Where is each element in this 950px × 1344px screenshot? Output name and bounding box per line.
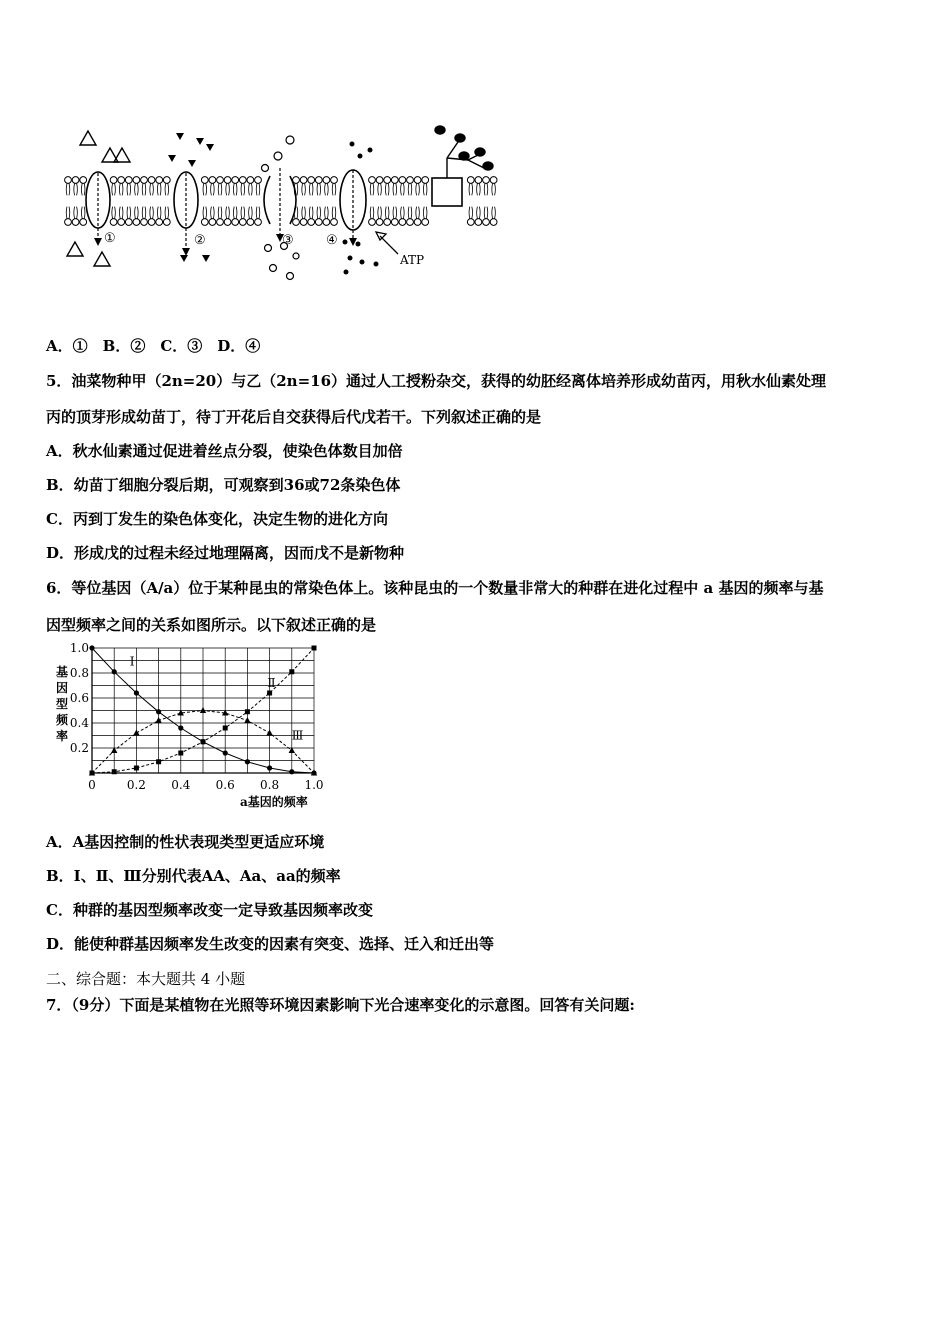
data-point — [244, 717, 250, 723]
data-point — [267, 691, 272, 696]
phospholipid-head — [110, 177, 117, 184]
phospholipid-head — [407, 219, 414, 226]
sugar-chain — [435, 126, 493, 178]
phospholipid-tail — [233, 183, 237, 195]
phospholipid-head — [239, 219, 246, 226]
series-label: Ⅱ — [267, 675, 276, 690]
atp-label: ATP — [400, 253, 425, 267]
phospholipid-tail — [74, 183, 78, 195]
atp-arrow — [380, 236, 398, 254]
phospholipid-tail — [203, 207, 207, 219]
phospholipid-tail — [165, 183, 169, 195]
data-point — [134, 690, 139, 695]
phospholipid-head — [483, 219, 490, 226]
atp-arrow-head — [376, 232, 386, 240]
phospholipid-tail — [302, 207, 306, 219]
phospholipid-tail — [249, 207, 253, 219]
phospholipid-head — [133, 177, 140, 184]
q6-stem-line2: 因型频率之间的关系如图所示。以下叙述正确的是 — [46, 616, 377, 634]
phospholipid-head — [315, 219, 322, 226]
phospholipid-head — [80, 219, 87, 226]
phospholipid-tail — [241, 183, 245, 195]
phospholipid-tail — [401, 207, 405, 219]
phospholipid-tail — [477, 183, 481, 195]
phospholipid-head — [247, 177, 254, 184]
y-tick-label: 0.6 — [69, 691, 89, 705]
chart-ylabel — [56, 664, 69, 743]
q7-stem: 7．（9分）下面是某植物在光照等环境因素影响下光合速率变化的示意图。回答有关问题: — [46, 996, 635, 1014]
phospholipid-tail — [150, 183, 154, 195]
x-tick-label: 0.2 — [126, 778, 146, 792]
phospholipid-tail — [385, 207, 389, 219]
phospholipid-tail — [309, 183, 313, 195]
q5-option-b: B．幼苗丁细胞分裂后期，可观察到36或72条染色体 — [46, 476, 401, 494]
phospholipid-tail — [256, 207, 260, 219]
data-point — [178, 725, 183, 730]
phospholipid-head — [133, 219, 140, 226]
data-point — [156, 759, 161, 764]
phospholipid-head — [125, 177, 132, 184]
glycoprotein-receptor — [432, 178, 462, 206]
phospholipid-head — [148, 177, 155, 184]
phospholipid-tail — [416, 207, 420, 219]
q6-option-a: A．A基因控制的性状表现类型更适应环境 — [46, 833, 325, 851]
phospholipid-head — [490, 177, 497, 184]
data-point — [289, 669, 294, 674]
data-point — [289, 769, 294, 774]
data-point — [201, 739, 206, 744]
small-circle-molecules — [262, 136, 300, 280]
phospholipid-head — [300, 219, 307, 226]
phospholipid-head — [308, 219, 315, 226]
phospholipid-tail — [385, 183, 389, 195]
phospholipid-head — [65, 219, 72, 226]
phospholipid-tail — [135, 183, 139, 195]
phospholipid-tail — [211, 183, 215, 195]
phospholipid-head — [239, 177, 246, 184]
phospholipid-head — [300, 177, 307, 184]
chart-ylabel-char: 基 — [56, 665, 69, 679]
phospholipid-tail — [81, 207, 85, 219]
phospholipid-head — [201, 177, 208, 184]
phospholipid-tail — [218, 183, 222, 195]
genotype-frequency-chart — [44, 640, 334, 815]
phospholipid-tail — [309, 207, 313, 219]
channel-label-1: ① — [104, 231, 116, 246]
x-tick-label: 0.8 — [260, 778, 280, 792]
phospholipid-tail — [112, 207, 116, 219]
phospholipid-head — [255, 219, 262, 226]
phospholipid-tail — [332, 207, 336, 219]
phospholipid-head — [201, 219, 208, 226]
phospholipid-head — [331, 177, 338, 184]
data-point — [312, 646, 317, 651]
phospholipid-tail — [423, 183, 427, 195]
phospholipid-head — [315, 177, 322, 184]
phospholipid-tail — [66, 183, 70, 195]
phospholipid-head — [467, 177, 474, 184]
data-point — [267, 765, 272, 770]
phospholipid-head — [255, 177, 262, 184]
q6-stem-line1: 6．等位基因（A/a）位于某种昆虫的常染色体上。该种昆虫的一个数量非常大的种群在进化过程中 a 基因的频率与基 — [46, 579, 824, 597]
chart-ylabel-char: 因 — [56, 681, 69, 695]
phospholipid-head — [399, 219, 406, 226]
phospholipid-tail — [492, 183, 496, 195]
channel-label-4: ④ — [326, 233, 338, 248]
q5-option-c: C．丙到丁发生的染色体变化，决定生物的进化方向 — [46, 510, 388, 528]
phospholipid-tail — [119, 207, 123, 219]
chart-ylabel-char: 频 — [56, 713, 69, 727]
phospholipid-head — [163, 177, 170, 184]
data-point — [245, 709, 250, 714]
phospholipid-head — [232, 177, 239, 184]
x-tick-label: 1.0 — [304, 778, 324, 792]
q4-options: A．① B．② C．③ D．④ — [46, 337, 261, 355]
phospholipid-head — [467, 219, 474, 226]
phospholipid-head — [118, 177, 125, 184]
phospholipid-tail — [157, 183, 161, 195]
phospholipid-head — [475, 177, 482, 184]
chart-ylabel-char: 率 — [56, 729, 69, 743]
phospholipid-head — [156, 219, 163, 226]
data-point — [134, 766, 139, 771]
phospholipid-tail — [127, 183, 131, 195]
phospholipid-head — [422, 177, 429, 184]
phospholipid-tail — [484, 183, 488, 195]
phospholipid-tail — [370, 183, 374, 195]
phospholipid-tail — [393, 183, 397, 195]
phospholipid-tail — [408, 207, 412, 219]
phospholipid-head — [224, 219, 231, 226]
phospholipid-tail — [469, 207, 473, 219]
y-tick-label: 1.0 — [69, 641, 89, 655]
phospholipid-tail — [317, 183, 321, 195]
phospholipid-tail — [378, 207, 382, 219]
phospholipid-tail — [302, 183, 306, 195]
x-tick-label: 0 — [88, 778, 96, 792]
phospholipid-tail — [81, 183, 85, 195]
phospholipid-head — [209, 219, 216, 226]
data-point — [178, 751, 183, 756]
phospholipid-head — [475, 219, 482, 226]
phospholipid-head — [323, 219, 330, 226]
phospholipid-tail — [157, 207, 161, 219]
phospholipid-head — [483, 177, 490, 184]
phospholipid-head — [217, 219, 224, 226]
data-point — [156, 709, 161, 714]
phospholipid-tail — [416, 183, 420, 195]
x-tick-label: 0.4 — [171, 778, 191, 792]
phospholipid-tail — [135, 207, 139, 219]
data-point — [112, 669, 117, 674]
phospholipid-tail — [378, 183, 382, 195]
phospholipid-head — [323, 177, 330, 184]
phospholipid-head — [141, 177, 148, 184]
phospholipid-tail — [477, 207, 481, 219]
phospholipid-head — [80, 177, 87, 184]
q5-option-d: D．形成戊的过程未经过地理隔离，因而戊不是新物种 — [46, 544, 405, 562]
phospholipid-tail — [393, 207, 397, 219]
phospholipid-tail — [249, 183, 253, 195]
phospholipid-head — [376, 177, 383, 184]
data-point — [200, 707, 206, 713]
data-point — [133, 730, 139, 736]
phospholipid-tail — [211, 207, 215, 219]
phospholipid-head — [217, 177, 224, 184]
phospholipid-head — [414, 219, 421, 226]
phospholipid-tail — [492, 207, 496, 219]
phospholipid-head — [391, 177, 398, 184]
data-point — [89, 645, 94, 650]
data-point — [223, 726, 228, 731]
arrow-heads — [94, 234, 357, 256]
chart-ylabel-char: 型 — [56, 697, 69, 711]
phospholipid-tail — [66, 207, 70, 219]
q5-stem-line2: 丙的顶芽形成幼苗丁，待丁开花后自交获得后代戊若干。下列叙述正确的是 — [46, 408, 542, 426]
phospholipid-tail — [165, 207, 169, 219]
phospholipid-head — [399, 177, 406, 184]
phospholipid-head — [422, 219, 429, 226]
phospholipid-tail — [401, 183, 405, 195]
phospholipid-head — [331, 219, 338, 226]
phospholipid-head — [125, 219, 132, 226]
phospholipid-tail — [142, 207, 146, 219]
phospholipid-tail — [226, 207, 230, 219]
phospholipid-tail — [423, 207, 427, 219]
phospholipid-tail — [241, 207, 245, 219]
phospholipid-head — [376, 219, 383, 226]
phospholipid-tail — [325, 207, 329, 219]
phospholipid-head — [384, 219, 391, 226]
section-heading: 二、综合题：本大题共 4 小题 — [46, 970, 246, 988]
y-tick-label: 0.8 — [69, 666, 89, 680]
phospholipid-tail — [370, 207, 374, 219]
phospholipid-head — [384, 177, 391, 184]
phospholipid-head — [407, 177, 414, 184]
phospholipid-head — [209, 177, 216, 184]
phospholipid-head — [293, 219, 300, 226]
y-tick-label: 0.2 — [69, 741, 89, 755]
phospholipid-head — [247, 219, 254, 226]
phospholipid-tail — [317, 207, 321, 219]
phospholipid-head — [148, 219, 155, 226]
phospholipid-tail — [218, 207, 222, 219]
y-tick-label: 0.4 — [69, 716, 89, 730]
q6-option-d: D．能使种群基因频率发生改变的因素有突变、选择、迁入和迁出等 — [46, 935, 495, 953]
phospholipid-head — [72, 219, 79, 226]
phospholipid-tail — [408, 183, 412, 195]
phospholipid-head — [163, 219, 170, 226]
phospholipid-head — [72, 177, 79, 184]
phospholipid-head — [293, 177, 300, 184]
phospholipid-tail — [325, 183, 329, 195]
phospholipid-head — [156, 177, 163, 184]
phospholipid-tail — [112, 183, 116, 195]
phospholipid-head — [490, 219, 497, 226]
channel-label-2: ② — [194, 233, 206, 248]
data-point — [112, 769, 117, 774]
phospholipid-tail — [203, 183, 207, 195]
phospholipid-head — [141, 219, 148, 226]
phospholipid-head — [369, 219, 376, 226]
phospholipid-head — [369, 177, 376, 184]
phospholipid-head — [391, 219, 398, 226]
phospholipid-tail — [484, 207, 488, 219]
phospholipid-tail — [233, 207, 237, 219]
phospholipid-head — [232, 219, 239, 226]
chart-xlabel: a基因的频率 — [240, 795, 308, 809]
channel-label-3: ③ — [282, 233, 294, 248]
series-label: Ⅰ — [129, 654, 135, 669]
x-tick-label: 0.6 — [215, 778, 235, 792]
phospholipid-tail — [469, 183, 473, 195]
series-label: Ⅲ — [291, 728, 304, 743]
chart-ticks — [70, 641, 324, 792]
data-point — [245, 759, 250, 764]
phospholipid-tail — [127, 207, 131, 219]
q6-option-c: C．种群的基因型频率改变一定导致基因频率改变 — [46, 901, 373, 919]
phospholipid-head — [414, 177, 421, 184]
phospholipid-tail — [150, 207, 154, 219]
phospholipid-head — [110, 219, 117, 226]
phospholipid-head — [308, 177, 315, 184]
q5-stem-line1: 5．油菜物种甲（2n=20）与乙（2n=16）通过人工授粉杂交，获得的幼胚经离体培养形成幼苗丙，用秋水仙素处理 — [46, 372, 827, 390]
data-point — [266, 730, 272, 736]
q6-option-b: B．Ⅰ、Ⅱ、Ⅲ分别代表AA、Aa、aa的频率 — [46, 867, 341, 885]
phospholipid-head — [224, 177, 231, 184]
phospholipid-tail — [142, 183, 146, 195]
membrane-transport-figure — [60, 118, 510, 283]
q5-option-a: A．秋水仙素通过促进着丝点分裂，使染色体数目加倍 — [46, 442, 403, 460]
phospholipid-tail — [332, 183, 336, 195]
phospholipid-head — [118, 219, 125, 226]
phospholipid-tail — [226, 183, 230, 195]
phospholipid-head — [65, 177, 72, 184]
phospholipid-tail — [256, 183, 260, 195]
phospholipid-tail — [119, 183, 123, 195]
data-point — [223, 750, 228, 755]
phospholipid-tail — [74, 207, 78, 219]
